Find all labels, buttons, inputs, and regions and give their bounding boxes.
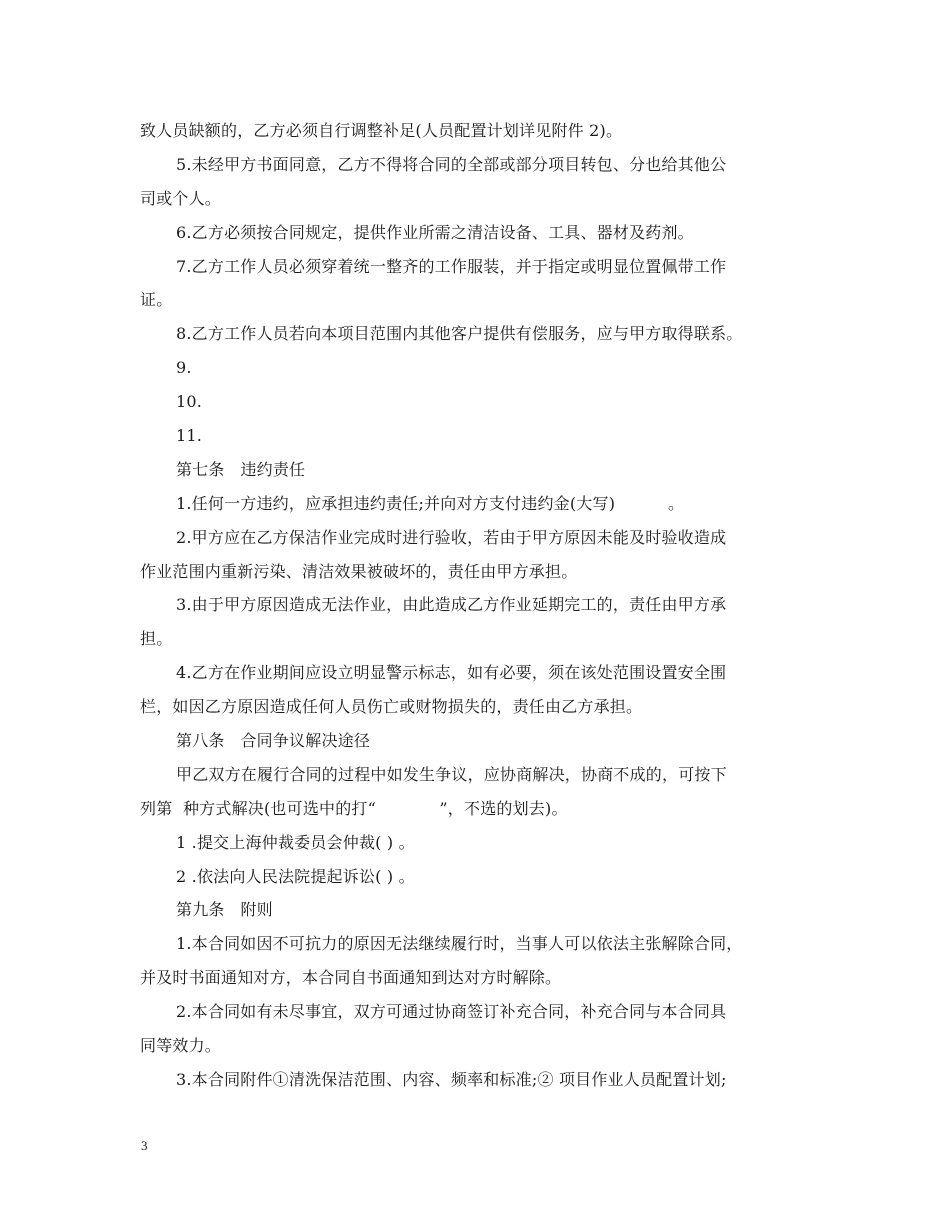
paragraph-line: 同等效力。 [140, 1036, 222, 1056]
breach-clause-1-line: 1.任何一方违约，应承担违约责任;并向对方支付违约金(大写) 。 [176, 493, 685, 513]
supplementary-clause-2-line: 2.本合同如有未尽事宜，双方可通过协商签订补充合同，补充合同与本合同具 [176, 1002, 727, 1022]
article-8-heading: 第八条 合同争议解决途径 [176, 731, 371, 751]
clause-5-line: 5.未经甲方书面同意，乙方不得将合同的全部或部分项目转包、分也给其他公 [176, 154, 727, 174]
paragraph-line: 栏，如因乙方原因造成任何人员伤亡或财物损失的，责任由乙方承担。 [140, 697, 643, 717]
paragraph-line: 证。 [140, 290, 173, 310]
paragraph-line: 致人员缺额的，乙方必须自行调整补足(人员配置计划详见附件 2)。 [140, 121, 623, 140]
breach-clause-4-line: 4.乙方在作业期间应设立明显警示标志，如有必要，须在该处范围设置安全围 [176, 663, 727, 683]
clause-7-line: 7.乙方工作人员必须穿着统一整齐的工作服装，并于指定或明显位置佩带工作 [176, 256, 727, 276]
clause-11-line: 11. [176, 426, 203, 446]
paragraph-line: 担。 [140, 629, 173, 649]
paragraph-line: 列第 种方式解决(也可选中的打“ ”，不选的划去)。 [140, 798, 568, 818]
paragraph-line: 作业范围内重新污染、清洁效果被破坏的，责任由甲方承担。 [140, 561, 578, 581]
page-number: 3 [141, 1138, 148, 1153]
article-9-heading: 第九条 附则 [176, 900, 273, 920]
clause-10-line: 10. [176, 392, 203, 412]
paragraph-line: 司或个人。 [140, 188, 222, 208]
clause-6-line: 6.乙方必须按合同规定，提供作业所需之清洁设备、工具、器材及药剂。 [176, 222, 694, 242]
supplementary-clause-3-line: 3.本合同附件①清洗保洁范围、内容、频率和标准;② 项目作业人员配置计划; [176, 1069, 727, 1089]
breach-clause-2-line: 2.甲方应在乙方保洁作业完成时进行验收，若由于甲方原因未能及时验收造成 [176, 527, 727, 547]
dispute-option-1-line: 1 .提交上海仲裁委员会仲裁( ) 。 [176, 832, 415, 852]
document-body [140, 114, 830, 1097]
breach-clause-3-line: 3.由于甲方原因造成无法作业，由此造成乙方作业延期完工的，责任由甲方承 [176, 595, 727, 615]
supplementary-clause-1-line: 1.本合同如因不可抗力的原因无法继续履行时，当事人可以依法主张解除合同， [176, 934, 743, 954]
dispute-paragraph-line: 甲乙双方在履行合同的过程中如发生争议，应协商解决，协商不成的，可按下 [176, 764, 727, 784]
paragraph-line: 并及时书面通知对方，本合同自书面通知到达对方时解除。 [140, 968, 562, 988]
clause-9-line: 9. [176, 358, 192, 378]
article-7-heading: 第七条 违约责任 [176, 459, 306, 479]
dispute-option-2-line: 2 .依法向人民法院提起诉讼( ) 。 [176, 866, 415, 886]
clause-8-line: 8.乙方工作人员若向本项目范围内其他客户提供有偿服务，应与甲方取得联系。 [176, 324, 743, 344]
